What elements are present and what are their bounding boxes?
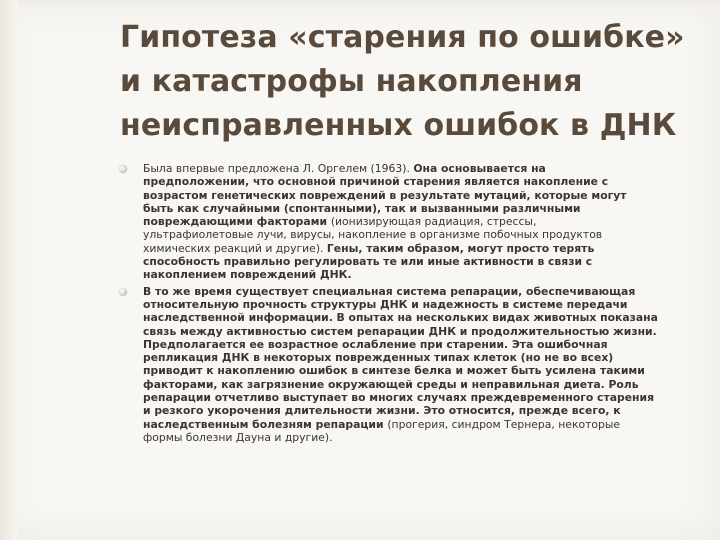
text-run: (прогерия, синдром Тернера, некоторые xyxy=(387,417,620,431)
slide-body xyxy=(118,162,693,447)
bold-text-run: накоплением повреждений ДНК. xyxy=(143,268,352,282)
text-line xyxy=(143,285,693,298)
bold-text-run: приводит к накоплению ошибок в синтезе белка и может быть усилена такими xyxy=(143,364,645,378)
bold-text-run: возрастом генетических повреждений в результате мутаций, которые могут xyxy=(143,188,627,202)
bold-text-run: Предполагается ее возрастное ослабление при старении. Эта ошибочная xyxy=(143,337,608,351)
bold-text-run: относительную прочность структуры ДНК и надежность в системе передачи xyxy=(143,297,628,311)
text-run: химических реакций и другие). xyxy=(143,241,327,255)
bold-text-run: наследственной информации. В опытах на нескольких видах животных показана xyxy=(143,311,658,325)
bold-text-run: и резкого укорочения длительности жизни. Это относится, прежде всего, к xyxy=(143,404,621,418)
text-line xyxy=(143,228,693,241)
text-run: формы болезни Дауна и другие). xyxy=(143,430,333,444)
slide-title xyxy=(120,16,700,148)
bold-text-run: наследственным болезням репарации xyxy=(143,417,388,431)
bold-text-run: репарации отчетливо выступает во многих случаях преждевременного старения xyxy=(143,391,655,405)
title-line: Гипотеза «старения по ошибке» xyxy=(120,20,685,55)
text-line xyxy=(143,242,693,255)
text-line xyxy=(143,325,693,338)
slide-top-rule xyxy=(18,0,720,4)
text-run: Была впервые предложена Л. Оргелем (1963). xyxy=(143,162,414,175)
text-line xyxy=(143,364,693,377)
text-line xyxy=(143,338,693,351)
title-line: неисправленных ошибок в ДНК xyxy=(120,108,677,143)
bullet-paragraph xyxy=(118,285,693,445)
text-run: (ионизирующая радиация, стрессы, xyxy=(330,215,537,229)
text-line xyxy=(143,431,693,444)
bold-text-run: факторами, как загрязнение окружающей среды и неправильная диета. Роль xyxy=(143,377,639,391)
text-line xyxy=(143,162,693,175)
text-line xyxy=(143,351,693,364)
bold-text-run: быть как случайными (спонтанными), так и вызванными различными xyxy=(143,201,581,215)
text-line xyxy=(143,189,693,202)
bullet-icon xyxy=(119,288,127,296)
text-line xyxy=(143,202,693,215)
bold-text-run: способность правильно регулировать те или иные активности в связи с xyxy=(143,255,593,269)
text-line xyxy=(143,215,693,228)
text-line xyxy=(143,268,693,281)
title-line: и катастрофы накопления xyxy=(120,64,583,99)
text-line xyxy=(143,255,693,268)
bold-text-run: В то же время существует специальная система репарации, обеспечивающая xyxy=(143,284,636,298)
bold-text-run: повреждающими факторами xyxy=(143,215,331,229)
bold-text-run: репликация ДНК в некоторых поврежденных типах клеток (но не во всех) xyxy=(143,351,614,365)
slide-left-border xyxy=(0,0,18,540)
text-line xyxy=(143,298,693,311)
bullet-icon xyxy=(119,165,127,173)
bold-text-run: связь между активностью систем репарации ДНК и продолжительностью жизни. xyxy=(143,324,657,338)
bold-text-run: Она основывается на xyxy=(413,162,546,175)
bold-text-run: предположении, что основной причиной старения является накопление с xyxy=(143,175,609,189)
text-run: ультрафиолетовые лучи, вирусы, накопление в организме побочных продуктов xyxy=(143,228,603,242)
text-line xyxy=(143,404,693,417)
text-line xyxy=(143,311,693,324)
text-line xyxy=(143,391,693,404)
text-line xyxy=(143,378,693,391)
text-line xyxy=(143,418,693,431)
text-line xyxy=(143,175,693,188)
bullet-paragraph xyxy=(118,162,693,282)
bold-text-run: Гены, таким образом, могут просто терять xyxy=(326,241,595,255)
